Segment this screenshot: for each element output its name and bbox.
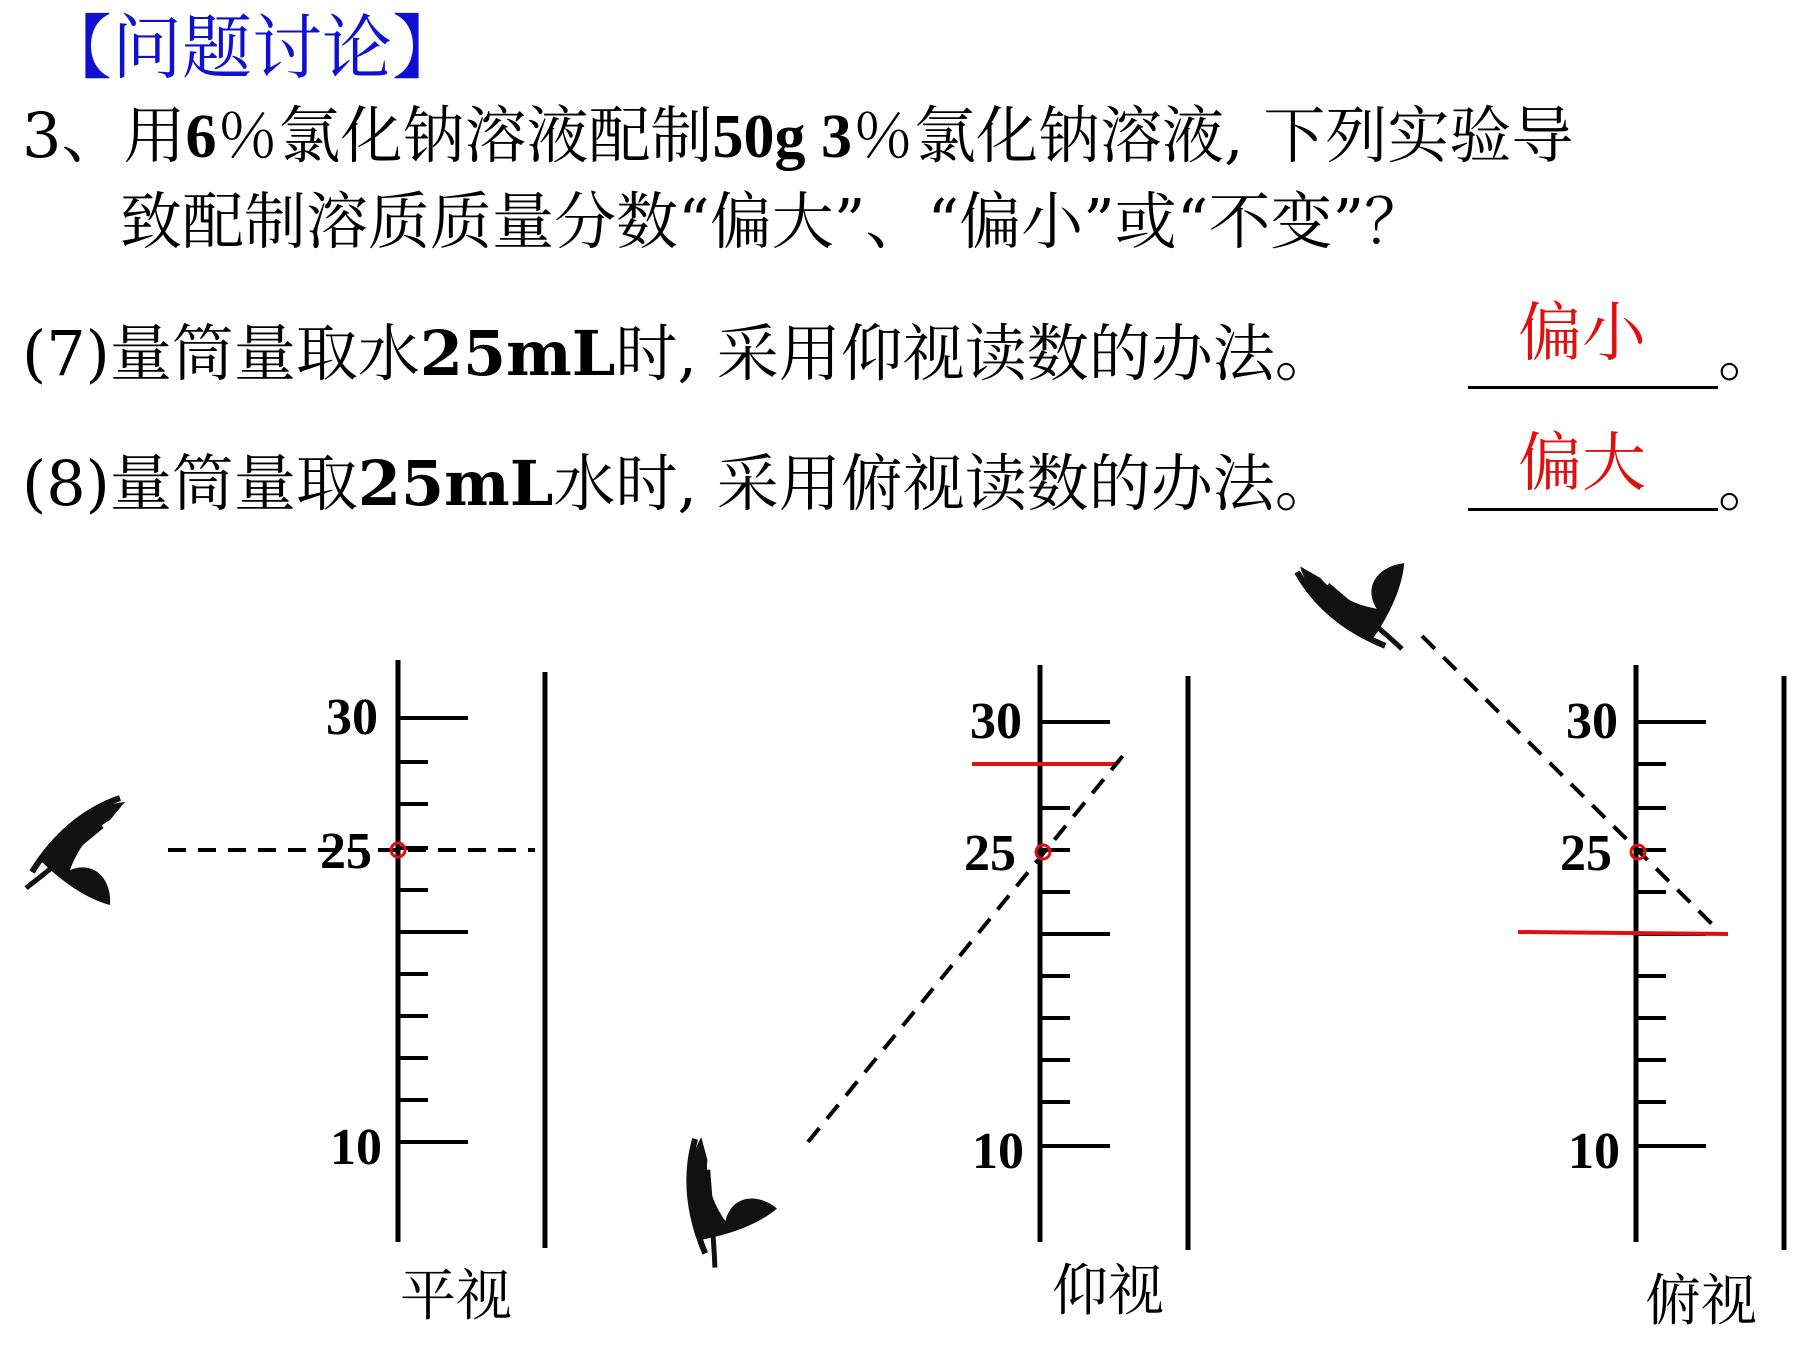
eye-icon: [26, 798, 125, 905]
answer-8: 偏大: [1518, 427, 1646, 501]
tick-label-10: 10: [972, 1123, 1024, 1180]
question-text: ％氯化钠溶液配制: [216, 99, 713, 172]
tick-label-30: 30: [326, 689, 378, 746]
tick-label-25: 25: [964, 825, 1016, 882]
tick-label-30: 30: [970, 693, 1022, 750]
question-number: 3、: [22, 99, 124, 172]
item-text: 量筒量取水: [109, 317, 420, 390]
tick-marks: [398, 718, 468, 1142]
item-text: 水时, 采用俯视读数的办法。: [553, 447, 1337, 520]
period-7: 。: [1718, 317, 1781, 390]
tick-label-10: 10: [1568, 1123, 1620, 1180]
meniscus-line: [1518, 932, 1728, 934]
period-8: 。: [1718, 447, 1781, 520]
item-text: 时, 采用仰视读数的办法。: [615, 317, 1337, 390]
question-line-2: 致配制溶质质量分数“偏大”、“偏小”或“不变”？: [120, 185, 1427, 258]
view-label-level: 平视: [400, 1264, 512, 1329]
item-label: (7): [22, 317, 110, 390]
question-concentration-2: 50g 3: [712, 103, 852, 171]
tick-label-10: 10: [330, 1119, 382, 1176]
view-label-upward: 仰视: [1052, 1259, 1164, 1324]
eye-icon: [1296, 548, 1419, 664]
question-text: 用: [123, 99, 186, 172]
heading: 【问题讨论】: [42, 7, 462, 89]
tick-label-30: 30: [1566, 693, 1618, 750]
sight-line: [1422, 636, 1718, 930]
view-label-downward: 俯视: [1645, 1269, 1757, 1334]
answer-7: 偏小: [1518, 297, 1646, 371]
item-volume: 25mL: [357, 447, 554, 520]
item-text: 量筒量取: [109, 447, 358, 520]
question-text: ％氯化钠溶液, 下列实验导: [851, 99, 1574, 172]
tick-label-25: 25: [320, 823, 372, 880]
item-volume: 25mL: [419, 317, 616, 390]
cylinder-level-view: [26, 660, 545, 1329]
item-label: (8): [22, 447, 110, 520]
tick-label-25: 25: [1560, 825, 1612, 882]
cylinder-upward-view: [641, 665, 1188, 1324]
question-concentration-1: 6: [185, 103, 217, 171]
cylinder-downward-view: [1296, 548, 1784, 1334]
eye-icon: [641, 1135, 785, 1277]
sight-line: [808, 752, 1126, 1142]
